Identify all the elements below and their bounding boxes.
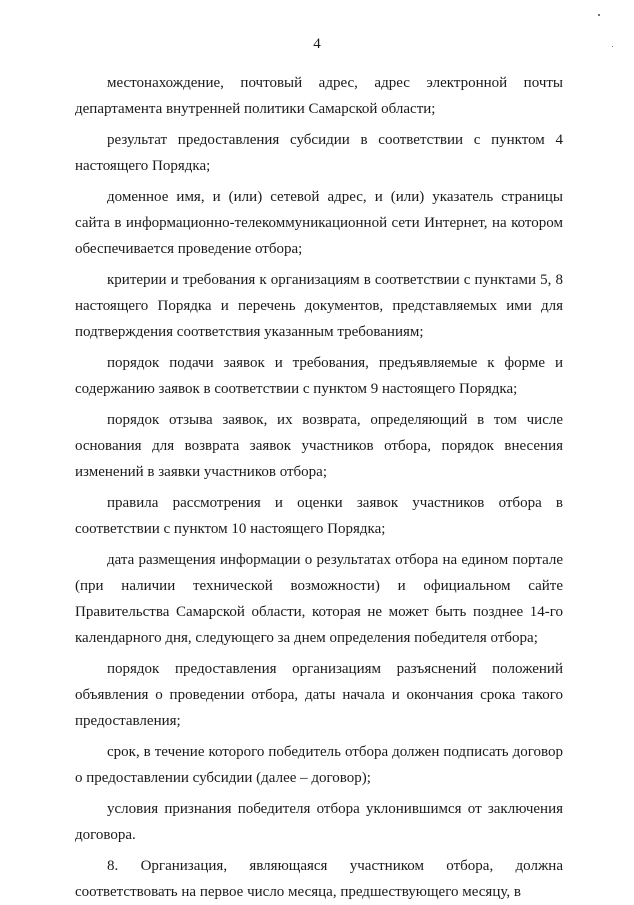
scan-speck <box>598 14 600 16</box>
paragraph-evaluation: правила рассмотрения и оценки заявок участников отбора в соответствии с пунктом 10 настоящего Порядка; <box>75 495 563 537</box>
paragraph-result: результат предоставления субсидии в соответствии с пунктом 4 настоящего Порядка; <box>75 132 563 174</box>
document-body <box>75 70 563 905</box>
paragraph-domain: доменное имя, и (или) сетевой адрес, и (или) указатель страницы сайта в информационно-телекоммуникационной сети Интернет, на котором обеспечивается проведение отбора; <box>75 189 563 257</box>
scan-speck <box>612 46 613 47</box>
paragraph-evasion: условия признания победителя отбора уклонившимся от заключения договора. <box>75 801 563 843</box>
paragraph-signing-term: срок, в течение которого победитель отбора должен подписать договор о предоставлении субсидии (далее – договор); <box>75 744 563 786</box>
paragraph-withdrawal: порядок отзыва заявок, их возврата, определяющий в том числе основания для возврата заявок участников отбора, порядок внесения изменений в заявки участников отбора; <box>75 412 563 480</box>
paragraph-submission: порядок подачи заявок и требования, предъявляемые к форме и содержанию заявок в соответствии с пунктом 9 настоящего Порядка; <box>75 355 563 397</box>
paragraph-criteria: критерии и требования к организациям в соответствии с пунктами 5, 8 настоящего Порядка и перечень документов, представляемых ими для подтверждения соответствия указанным требованиям; <box>75 272 563 340</box>
page-number: 4 <box>313 36 321 52</box>
paragraph-location: местонахождение, почтовый адрес, адрес электронной почты департамента внутренней политики Самарской области; <box>75 75 563 117</box>
paragraph-clause-8: 8. Организация, являющаяся участником отбора, должна соответствовать на первое число месяца, предшествующего месяцу, в <box>75 858 563 900</box>
paragraph-results-date: дата размещения информации о результатах отбора на едином портале (при наличии технической возможности) и официальном сайте Правительства Самарской области, которая не может быть позднее 14-го календарного дня, следующего за днем определения победителя отбора; <box>75 552 563 646</box>
paragraph-clarifications: порядок предоставления организациям разъяснений положений объявления о проведении отбора, даты начала и окончания срока такого предоставления; <box>75 661 563 729</box>
